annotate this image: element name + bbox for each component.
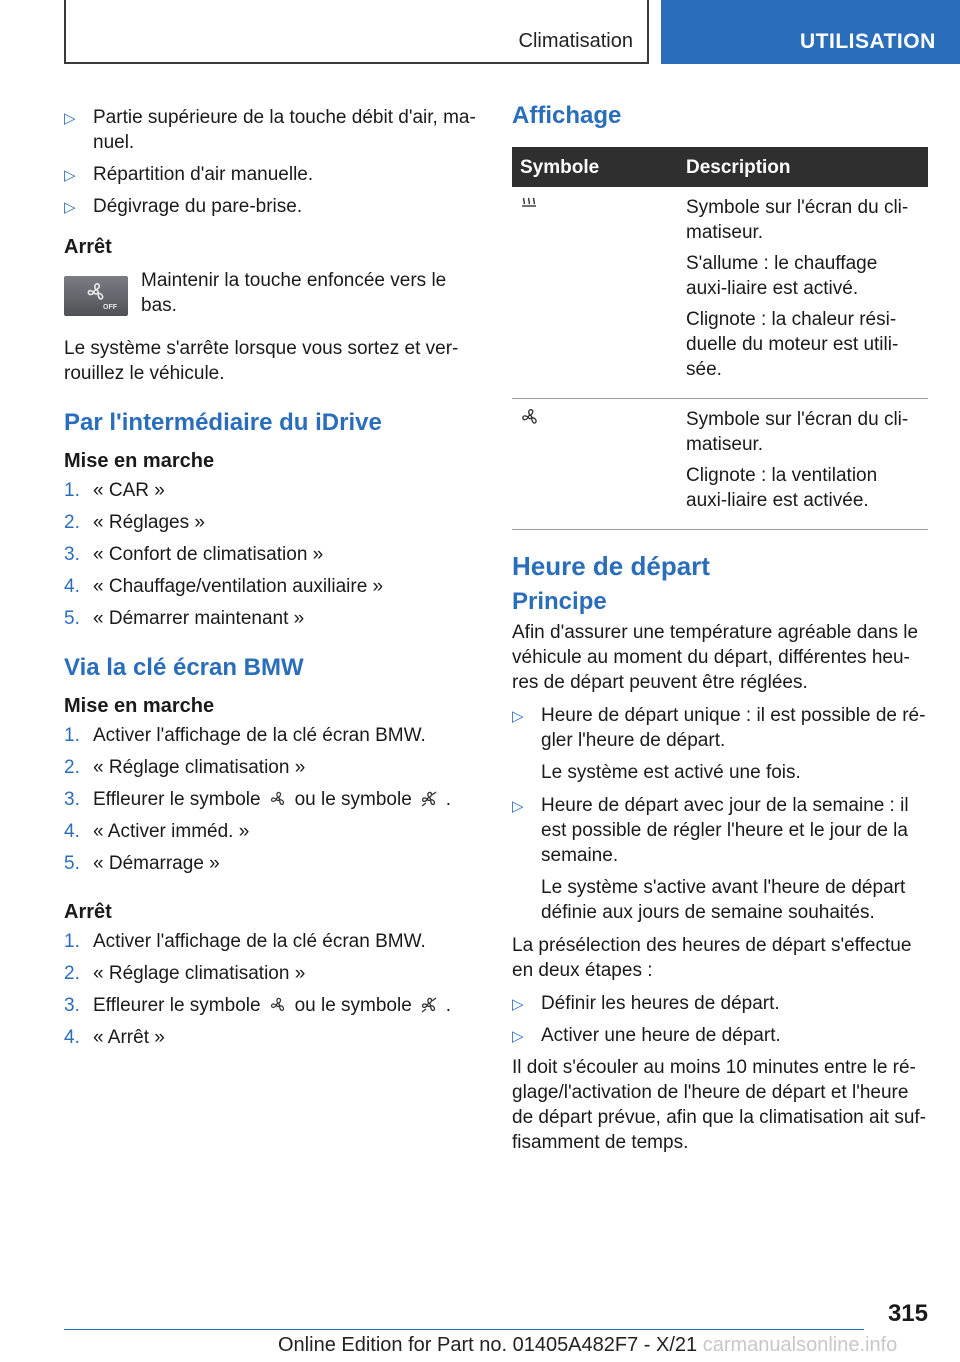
right-column xyxy=(512,103,928,1163)
left-column xyxy=(64,105,476,1057)
final-paragraph: Il doit s'écouler au moins 10 minutes entre le ré-glage/l'activation de l'heure de départ et l'heure de départ prévue, afin que la climatisation ait suf-fisamment de temps. xyxy=(512,1057,927,1153)
triangle-right-icon: ▷ xyxy=(64,167,76,184)
page-number: 315 xyxy=(887,1300,928,1327)
triangle-right-icon: ▷ xyxy=(512,708,524,725)
list-item: 4. « Arrêt » xyxy=(64,1027,165,1048)
note: Le système est activé une fois. xyxy=(541,762,801,783)
list-item: ▷ Activer une heure de départ. xyxy=(512,1023,928,1048)
list-item: 1. « CAR » xyxy=(64,480,165,501)
list-item: 5. « Démarrer maintenant » xyxy=(64,608,305,629)
list-item: 4. « Chauffage/ventilation auxiliaire » xyxy=(64,576,384,597)
triangle-right-icon: ▷ xyxy=(512,798,524,815)
header-frame xyxy=(64,0,649,64)
fan-icon xyxy=(520,407,540,427)
footer-edition: Online Edition for Part no. 01405A482F7 - X/21 carmanualsonline.info xyxy=(278,1334,898,1356)
preselection-paragraph: La présélection des heures de départ s'effectue en deux étapes : xyxy=(512,935,912,981)
list-item: 1. Activer l'affichage de la clé écran BMW. xyxy=(64,725,426,746)
table-header: Description xyxy=(678,147,928,187)
list-item: 3. Effleurer le symbole ou le symbole . xyxy=(64,995,452,1016)
list-item: 3. « Confort de climatisation » xyxy=(64,544,324,565)
triangle-right-icon: ▷ xyxy=(64,110,76,127)
note: Le système s'active avant l'heure de départ définie aux jours de semaine souhaités. xyxy=(541,877,906,923)
list-item: ▷ Définir les heures de départ. xyxy=(512,991,928,1016)
fan-icon xyxy=(64,276,128,316)
svg-text:OFF: OFF xyxy=(103,304,117,311)
chapter-tab[interactable]: UTILISATION xyxy=(661,0,960,64)
heat-waves-icon xyxy=(520,195,540,215)
principe-heading: Principe xyxy=(512,588,607,615)
list-item: ▷ Heure de départ avec jour de la semaine : il est possible de régler l'heure et le jour de la semaine. xyxy=(512,795,909,866)
off-button-row xyxy=(64,268,476,328)
key-on-subheading: Mise en marche xyxy=(64,695,215,717)
list-item: 2. « Réglage climatisation » xyxy=(64,963,306,984)
triangle-right-icon: ▷ xyxy=(64,199,76,216)
key-heading: Via la clé écran BMW xyxy=(64,654,304,681)
list-item: 3. Effleurer le symbole ou le symbole . xyxy=(64,789,452,810)
footer-divider xyxy=(64,1329,864,1330)
arret-paragraph: Le système s'arrête lorsque vous sortez et ver-rouillez le véhicule. xyxy=(64,338,459,384)
fan-icon xyxy=(269,996,287,1014)
watermark: carmanualsonline.info xyxy=(702,1334,898,1356)
triangle-right-icon: ▷ xyxy=(512,1028,524,1045)
triangle-right-icon: ▷ xyxy=(512,996,524,1013)
list-item: 1. Activer l'affichage de la clé écran BMW. xyxy=(64,931,426,952)
heure-depart-heading: Heure de départ xyxy=(512,551,710,581)
list-item: ▷ Dégivrage du pare-brise. xyxy=(64,194,476,219)
list-item: 5. « Démarrage » xyxy=(64,853,220,874)
fan-heat-icon xyxy=(420,790,438,808)
key-off-subheading: Arrêt xyxy=(64,901,112,923)
list-item: ▷ Partie supérieure de la touche débit d'air, ma- nuel. xyxy=(64,107,476,153)
fan-heat-icon xyxy=(420,996,438,1014)
table-row: Symbole sur l'écran du cli-matiseur. S'allume : le chauffage auxi-liaire est activé. Clignote : la chaleur rési-duelle du moteur est utili-sée. xyxy=(512,187,928,399)
affichage-heading: Affichage xyxy=(512,102,622,129)
list-item: ▷ Répartition d'air manuelle. xyxy=(64,162,476,187)
section-title: Climatisation xyxy=(518,30,633,52)
fan-icon xyxy=(269,790,287,808)
list-item: ▷ Heure de départ unique : il est possible de ré-gler l'heure de départ. xyxy=(512,705,926,751)
list-item: 2. « Réglage climatisation » xyxy=(64,757,306,778)
idrive-subheading: Mise en marche xyxy=(64,450,215,472)
principe-paragraph: Afin d'assurer une température agréable dans le véhicule au moment du départ, différentes heu-res de départ peuvent être réglées. xyxy=(512,622,919,693)
arret-heading: Arrêt xyxy=(64,236,112,258)
symbol-table xyxy=(512,147,928,530)
fan-off-button-image xyxy=(64,276,128,316)
table-header: Symbole xyxy=(512,147,678,187)
idrive-heading: Par l'intermédiaire du iDrive xyxy=(64,409,382,436)
table-row: Symbole sur l'écran du cli-matiseur. Clignote : la ventilation auxi-liaire est activée. xyxy=(512,399,928,530)
list-item: 2. « Réglages » xyxy=(64,512,205,533)
list-item: 4. « Activer imméd. » xyxy=(64,821,250,842)
off-button-description: Maintenir la touche enfoncée vers le bas. xyxy=(141,270,447,316)
